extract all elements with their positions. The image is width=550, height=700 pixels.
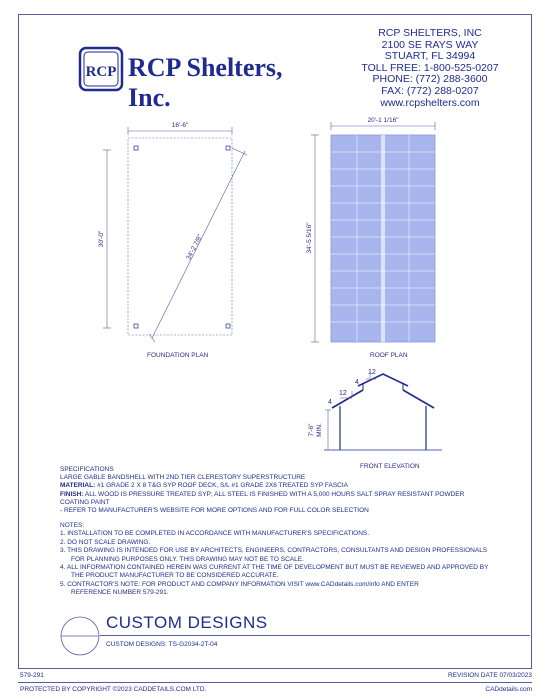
foundation-plan-drawing [95,118,255,343]
logo [78,44,308,112]
note-4: 4. ALL INFORMATION CONTAINED HEREIN WAS CURRENT AT THE TIME OF DEVELOPMENT BUT MUST BE REVIEWED AND APPROVED BY [60,564,489,572]
notes-heading: NOTES: [60,522,85,529]
spec-material-text: #1 GRADE 2 X 8 T&G SYP ROOF DECK, S/L #1 GRADE 2X6 TREATED SYP FASCIA [95,482,349,490]
spec-material [60,482,520,490]
company-name: RCP SHELTERS, INC [378,27,482,39]
note-3: 3. THIS DRAWING IS INTENDED FOR USE BY ARCHITECTS, ENGINEERS, CONTRACTORS, CONSULTANTS AND DESIGN PROFESSIONALS [60,547,488,555]
logo-emblem [78,46,124,92]
spec-finish-cont: COATING PAINT [60,498,110,506]
foundation-width-dim: 16'-6" [171,122,189,129]
roof-height-dim: 34'-5 5/16" [306,222,313,254]
spec-heading: SPECIFICATIONS [60,466,114,473]
company-address2: STUART, FL 34994 [384,50,476,63]
note-5-cont: REFERENCE NUMBER 579-291. [71,589,169,597]
foundation-caption: FOUNDATION PLAN [147,352,209,359]
elevation-upper-run: 12 [368,369,376,376]
roof-plan-drawing [300,116,440,346]
copyright-text: PROTECTED BY COPYRIGHT ©2023 CADDETAILS.COM LTD. [20,686,207,693]
company-web[interactable]: www.rcpshelters.com [380,96,480,109]
spec-finish [60,491,520,499]
elevation-caption: FRONT ELEVATION [360,463,420,470]
roof-width-dim: 20'-1 1/16" [367,117,399,124]
elevation-clearance-min: MIN. [316,423,323,437]
note-2: 2. DO NOT SCALE DRAWING. [60,538,151,546]
spec-finish-label: FINISH: [60,490,84,498]
logo-name: RCP Shelters, Inc. [128,53,283,112]
elevation-lower-rise: 4 [328,399,332,406]
notes-block [60,522,525,598]
company-info [360,28,500,109]
reference-number: 579-291 [20,672,44,679]
spec-refer: - REFER TO MANUFACTURER'S WEBSITE FOR MORE OPTIONS AND FOR FULL COLOR SELECTION [60,507,369,515]
note-5: 5. CONTRACTOR'S NOTE: FOR PRODUCT AND COMPANY INFORMATION VISIT www.CADdetails.com/info AND ENTER [60,580,419,588]
company-phone: PHONE: (772) 288-3600 [372,73,488,86]
roof-caption: ROOF PLAN [370,352,408,359]
logo-monogram: RCP [85,64,117,80]
elevation-upper-rise: 4 [355,379,359,386]
company-fax: FAX: (772) 288-0207 [381,84,479,97]
spec-material-label: MATERIAL: [60,482,96,490]
title-emblem [58,614,102,658]
foundation-diag-dim: 34'-2 7/8" [185,233,205,262]
elevation-lower-run: 12 [339,390,347,397]
caddetails-brand[interactable]: CADdetails.com [485,686,532,693]
title-block-title: CUSTOM DESIGNS [106,613,268,632]
spec-line1: LARGE GABLE BANDSHELL WITH 2ND TIER CLERESTORY SUPERSTRUCTURE [60,474,306,482]
company-tollfree: TOLL FREE: 1-800-525-0207 [361,61,499,74]
specifications-block [60,466,520,515]
company-address1: 2100 SE RAYS WAY [381,38,479,51]
title-block-subtitle: CUSTOM DESIGNS: TS-G2034-2T-04 [106,641,218,648]
elevation-clearance-dim: 7'-6" [308,423,315,437]
revision-date: REVISION DATE 07/03/2023 [447,672,532,679]
note-1: 1. INSTALLATION TO BE COMPLETED IN ACCORDANCE WITH MANUFACTURER'S SPECIFICATIONS. [60,530,370,538]
note-4-cont: THE PRODUCT MANUFACTURER TO BE CONSIDERED ACCURATE. [71,572,279,580]
spec-finish-text: ALL WOOD IS PRESSURE TREATED SYP; ALL STEEL IS FINISHED WITH A 5,000 HOURS SALT SPRAY RESISTANT POWDER [83,490,465,498]
foundation-height-dim: 30'-0" [98,230,105,248]
title-underline [100,635,530,636]
front-elevation-drawing [300,364,450,460]
note-3-cont: FOR PLANNING PURPOSES ONLY. THIS DRAWING MAY NOT BE TO SCALE. [71,555,304,563]
footer-rule [18,682,532,683]
